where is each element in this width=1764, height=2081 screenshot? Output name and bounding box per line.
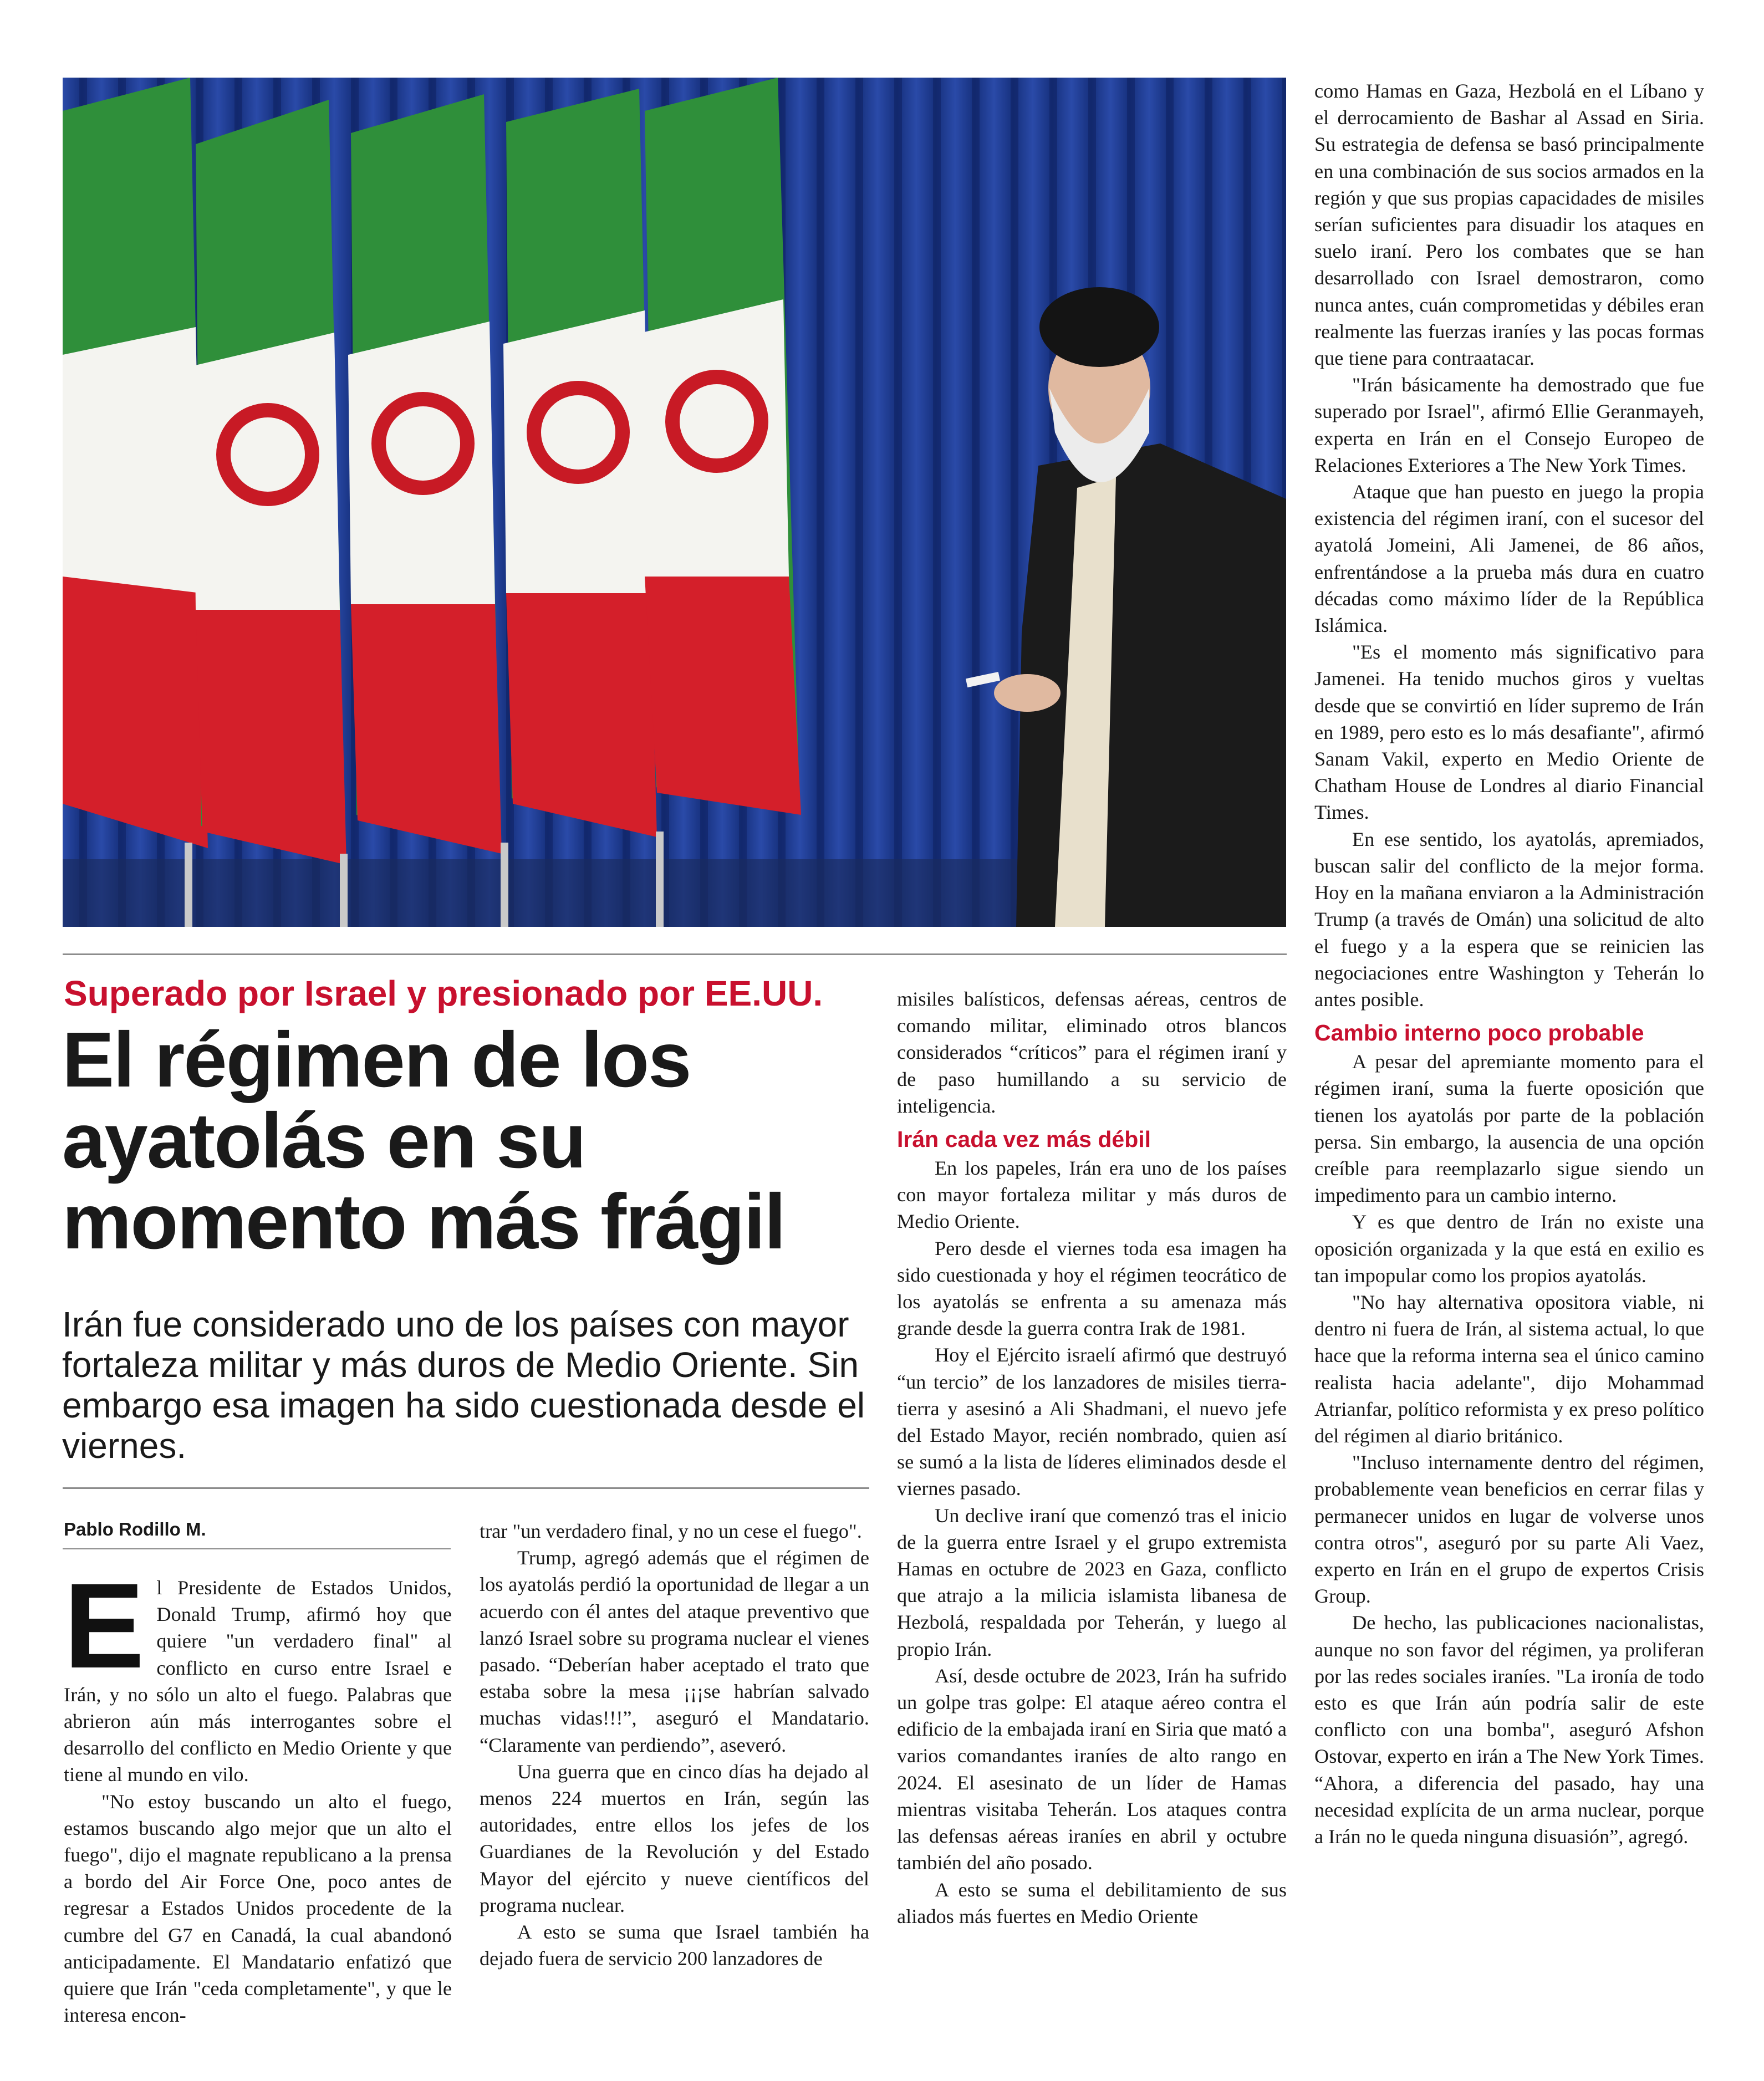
body-paragraph: Y es que dentro de Irán no existe una oposición organizada y la que está en exilio es tan impopular como los propios ayatolás. [1314, 1211, 1704, 1287]
body-paragraph: Pero desde el viernes toda esa imagen ha sido cuestionada y hoy el régimen teocrático de los ayatolás se enfrenta a su amenaza más grande desde la guerra contra Irak de 1981. [897, 1237, 1287, 1340]
body-paragraph: trar "un verdadero final, y no un cese el fuego". [480, 1520, 862, 1542]
body-paragraph: "No estoy buscando un alto el fuego, estamos buscando algo mejor que un alto el fuego", dijo el magnate republicano a la prensa a bordo del Air Force One, poco antes de regresar a Estados Unidos procedente de la cumbre del G7 en Canadá, la cual abandonó anticipadamente. El Mandatario enfatizó que quiere que Irán "ceda completamente", y que le interesa encon- [64, 1790, 452, 2027]
column-3 [897, 986, 1287, 1930]
article-headline: El régimen de los ayatolás en su momento más frágil [62, 1016, 785, 1265]
top-rule [63, 953, 1287, 955]
subhead-iran-debil: Irán cada vez más débil [897, 1126, 1151, 1152]
body-paragraph: En ese sentido, los ayatolás, apremiados, buscan salir del conflicto de la mejor forma. Hoy en la mañana enviaron a la Administración Trump (a través de Omán) una solicitud de alto el fuego y a la espera que se reinicien las negociaciones entre Washington y Teherán lo antes posible. [1314, 828, 1704, 1011]
body-paragraph: En los papeles, Irán era uno de los países con mayor fortaleza militar y más duros de Medio Oriente. [897, 1157, 1287, 1233]
body-paragraph: misiles balísticos, defensas aéreas, centros de comando militar, eliminado otros blancos considerados “críticos” para el régimen iraní y de paso humillando a su servicio de inteligencia. [897, 988, 1287, 1117]
byline-rule [63, 1548, 451, 1549]
subhead-cambio-interno: Cambio interno poco probable [1314, 1020, 1644, 1046]
body-paragraph: Ataque que han puesto en juego la propia existencia del régimen iraní, con el sucesor del ayatolá Jomeini, Ali Jamenei, de 86 años, enfrentándose a la prueba más dura en cuatro décadas como máximo líder de la República Islámica. [1314, 481, 1704, 637]
body-paragraph: Hoy el Ejército israelí afirmó que destruyó “un tercio” de los lanzadores de misiles tierra-tierra y asesinó a Ali Shadmani, el nuevo jefe del Estado Mayor, recién nombrado, quien así se sumó a la lista de líderes eliminados desde el viernes pasado. [897, 1344, 1287, 1500]
body-paragraph: A esto se suma el debilitamiento de sus aliados más fuertes en Medio Oriente [897, 1878, 1287, 1927]
body-paragraph: De hecho, las publicaciones nacionalistas, aunque no son favor del régimen, ya proliferan por las redes sociales iraníes. "La ironía de todo esto es que Irán aún podría salir de este conflicto con una bomba", aseguró Afshon Ostovar, experto en irán a The New York Times. “Ahora, a diferencia del pasado, hay una necesidad explícita de un arma nuclear, porque a Irán no le queda ninguna disuasión”, agregó. [1314, 1611, 1704, 1848]
body-paragraph: Un declive iraní que comenzó tras el inicio de la guerra entre Israel y el grupo extremista Hamas en octubre de 2023 en Gaza, conflicto que atrajo a la milicia islamista libanesa de Hezbolá, respaldada por Teherán, y luego al propio Irán. [897, 1504, 1287, 1660]
body-paragraph: Así, desde octubre de 2023, Irán ha sufrido un golpe tras golpe: El ataque aéreo contra el edificio de la embajada iraní en Siria que mató a varios comandantes iraníes de alto rango en 2024. El asesinato de un líder de Hamas mientras visitaba Teherán. Los ataques contra las defensas aéreas iraníes en abril y octubre también del año posado. [897, 1664, 1287, 1874]
body-paragraph: "Irán básicamente ha demostrado que fue superado por Israel", afirmó Ellie Geranmayeh, experta en Irán en el Consejo Europeo de Relaciones Exteriores a The New York Times. [1314, 374, 1704, 476]
body-paragraph: A pesar del apremiante momento para el régimen iraní, suma la fuerte oposición que tienen los ayatolás por parte de la población persa. Sin embargo, la ausencia de una opción creíble para reemplazarlo sigue siendo un impedimento para un cambio interno. [1314, 1050, 1704, 1207]
body-paragraph: A esto se suma que Israel también ha dejado fuera de servicio 200 lanzadores de [480, 1921, 869, 1970]
byline: Pablo Rodillo M. [64, 1519, 206, 1539]
body-paragraph: Trump, agregó además que el régimen de los ayatolás perdió la oportunidad de llegar a un acuerdo con él antes del ataque preventivo que lanzó Israel sobre su programa nuclear el vienes pasado. “Deberían haber aceptado el trato que estaba sobre la mesa ¡¡¡se habrían salvado muchas vidas!!!”, aseguró el Mandatario. “Claramente van perdiendo”, aseveró. [480, 1547, 869, 1756]
article-deck: Irán fue considerado uno de los países con mayor fortaleza militar y más duros de Medio Oriente. Sin embargo esa imagen ha sido cuestionada desde el viernes. [62, 1304, 865, 1466]
drop-cap: E [64, 1559, 145, 1694]
photo-illustration [63, 78, 1286, 927]
column-2 [480, 1518, 869, 1972]
body-paragraph: "Es el momento más significativo para Jamenei. Ha tenido muchos giros y vueltas desde que se convirtió en líder supremo de Irán en 1989, pero esto es lo más desafiante", afirmó Sanam Vakil, experto en Medio Oriente de Chatham House de Londres al diario Financial Times. [1314, 641, 1704, 824]
deck-rule [63, 1487, 869, 1489]
body-paragraph: Una guerra que en cinco días ha dejado al menos 224 muertos en Irán, según las autoridades, entre ellos los jefes de los Guardianes de la Revolución y del Estado Mayor del ejército y nueve científicos del programa nuclear. [480, 1760, 869, 1916]
column-4 [1314, 78, 1704, 1850]
body-paragraph: "Incluso internamente dentro del régimen, probablemente vean beneficios en cerrar filas y permanecer unidos en lugar de volverse unos contra otros", aseguró por su parte Ali Vaez, experto en Irán en el grupo de expertos Crisis Group. [1314, 1451, 1704, 1608]
article-kicker: Superado por Israel y presionado por EE.UU. [64, 973, 823, 1013]
body-paragraph: "No hay alternativa opositora viable, ni dentro ni fuera de Irán, al sistema actual, lo que hace que la reforma interna sea el único camino realista hacia adelante", dijo Mohammad Atrianfar, político reformista y ex preso político del régimen al diario británico. [1314, 1291, 1704, 1447]
lead-paragraph: El Presidente de Estados Unidos, Donald Trump, afirmó hoy que quiere "un verdadero final" al conflicto en curso entre Israel e Irán, y no sólo un alto el fuego. Palabras que abrieron aún más interrogantes sobre el desarrollo del conflicto en Medio Oriente y que tiene al mundo en vilo. [64, 1559, 452, 1786]
column-1 [64, 1559, 452, 2028]
body-paragraph: como Hamas en Gaza, Hezbolá en el Líbano y el derrocamiento de Bashar al Assad en Siria. Su estrategia de defensa se basó principalmente en una combinación de sus socios armados en la región y que sus propias capacidades de misiles serían suficientes para disuadir los ataques en suelo iraní. Pero los combates que se han desarrollado con Israel demostraron, como nunca antes, cuán comprometidas y débiles eran realmente las fuerzas iraníes y las pocas formas que tiene para contraatacar. [1314, 80, 1704, 370]
article-photo [63, 78, 1286, 927]
